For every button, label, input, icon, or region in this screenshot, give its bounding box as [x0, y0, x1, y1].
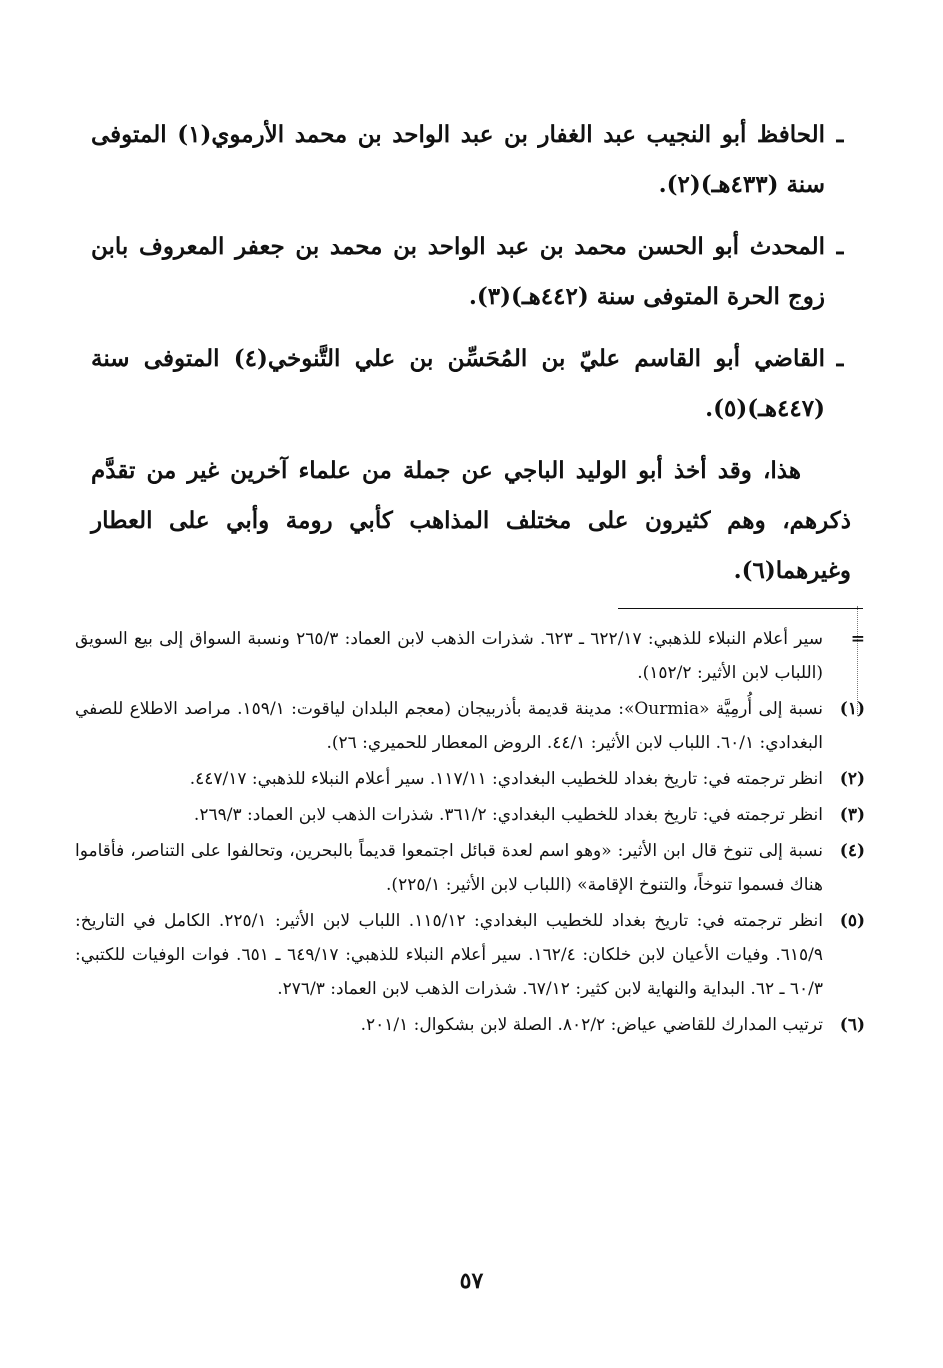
- entry-dash: ـ: [836, 121, 844, 148]
- entry-text: الحافظ أبو النجيب عبد الغفار بن عبد الواحد بن محمد الأرموي(١) المتوفى سنة (٤٣٣هـ)(٢).: [91, 121, 825, 198]
- scholar-entry: [91, 222, 851, 322]
- footnote: [75, 834, 865, 902]
- entry-dash: ـ: [836, 345, 844, 372]
- footnote-text: نسبة إلى أُرمِيَّة «Ourmia»: مدينة قديمة بأذربيجان (معجم البلدان لياقوت: ١٥٩/١. مراصد الاطلاع للصفي البغدادي: ٦٠/١. اللباب لابن الأثير: ٤٤/١. الروض المعطار للحميري: ٢٦).: [75, 699, 824, 753]
- entry-text: المحدث أبو الحسن محمد بن عبد الواحد بن محمد بن جعفر المعروف بابن زوج الحرة المتوفى سنة (٤٤٢هـ)(٣).: [91, 233, 825, 310]
- scholar-entry: [91, 110, 851, 210]
- footnote-text: انظر ترجمته في: تاريخ بغداد للخطيب البغدادي: ١١٧/١١. سير أعلام النبلاء للذهبي: ٤٤٧/١٧.: [189, 769, 823, 789]
- footnote: [75, 762, 865, 796]
- footnote-number: (١): [839, 699, 865, 719]
- footnote-number: (٥): [839, 911, 865, 931]
- entry-text: القاضي أبو القاسم عليّ بن المُحَسِّن بن علي التَّنوخي(٤) المتوفى سنة (٤٤٧هـ)(٥).: [91, 345, 825, 422]
- footnotes: [75, 622, 865, 1044]
- closing-paragraph: هذا، وقد أخذ أبو الوليد الباجي عن جملة من علماء آخرين غير من تقدَّم ذكرهم، وهم كثيرون على مختلف المذاهب كأبي رومة وأبي على العطار وغيرهما(٦).: [91, 457, 851, 584]
- footnote-text: انظر ترجمته في: تاريخ بغداد للخطيب البغدادي: ١١٥/١٢. اللباب لابن الأثير: ٢٢٥/١. الكامل في التاريخ: ٦١٥/٩. وفيات الأعيان لابن خلكان: ١٦٢/٤. سير أعلام النبلاء للذهبي: ٦٤٩/١٧ ـ ٦٥١. فوات الوفيات للكتبي: ٦٠/٣ ـ ٦٢. البداية والنهاية لابن كثير: ٦٧/١٢. شذرات الذهب لابن العماد: ٢٧٦/٣.: [75, 911, 824, 999]
- footnote-text: انظر ترجمته في: تاريخ بغداد للخطيب البغدادي: ٣٦١/٢. شذرات الذهب لابن العماد: ٢٦٩/٣.: [193, 805, 823, 825]
- footnote-number: (٤): [839, 841, 865, 861]
- footnote: [75, 692, 865, 760]
- footnote: [75, 904, 865, 1006]
- footnote-text: سير أعلام النبلاء للذهبي: ٦٢٢/١٧ ـ ٦٢٣. شذرات الذهب لابن العماد: ٢٦٥/٣ ونسبة السواق إلى بيع السويق (اللباب لابن الأثير: ١٥٢/٢).: [75, 629, 823, 683]
- footnote-continuation: [75, 622, 865, 690]
- footnote-separator: [618, 608, 863, 609]
- continuation-marker: =: [850, 629, 865, 649]
- footnote: [75, 1008, 865, 1042]
- footnote-number: (٦): [839, 1015, 865, 1035]
- page-number: ٥٧: [459, 1268, 484, 1294]
- main-text: [91, 110, 851, 596]
- footnote-number: (٣): [839, 805, 865, 825]
- footnote-text: ترتيب المدارك للقاضي عياض: ٨٠٢/٢. الصلة لابن بشكوال: ٢٠١/١.: [360, 1015, 823, 1035]
- entry-dash: ـ: [836, 233, 844, 260]
- scholar-entry: [91, 334, 851, 434]
- footnote: [75, 798, 865, 832]
- footnote-number: (٢): [839, 769, 865, 789]
- footnote-text: نسبة إلى تنوخ قال ابن الأثير: «وهو اسم لعدة قبائل اجتمعوا قديماً بالبحرين، وتحالفوا على التناصر، فأقاموا هناك فسموا تنوخاً، والتنوخ الإقامة» (اللباب لابن الأثير: ٢٢٥/١).: [75, 841, 823, 895]
